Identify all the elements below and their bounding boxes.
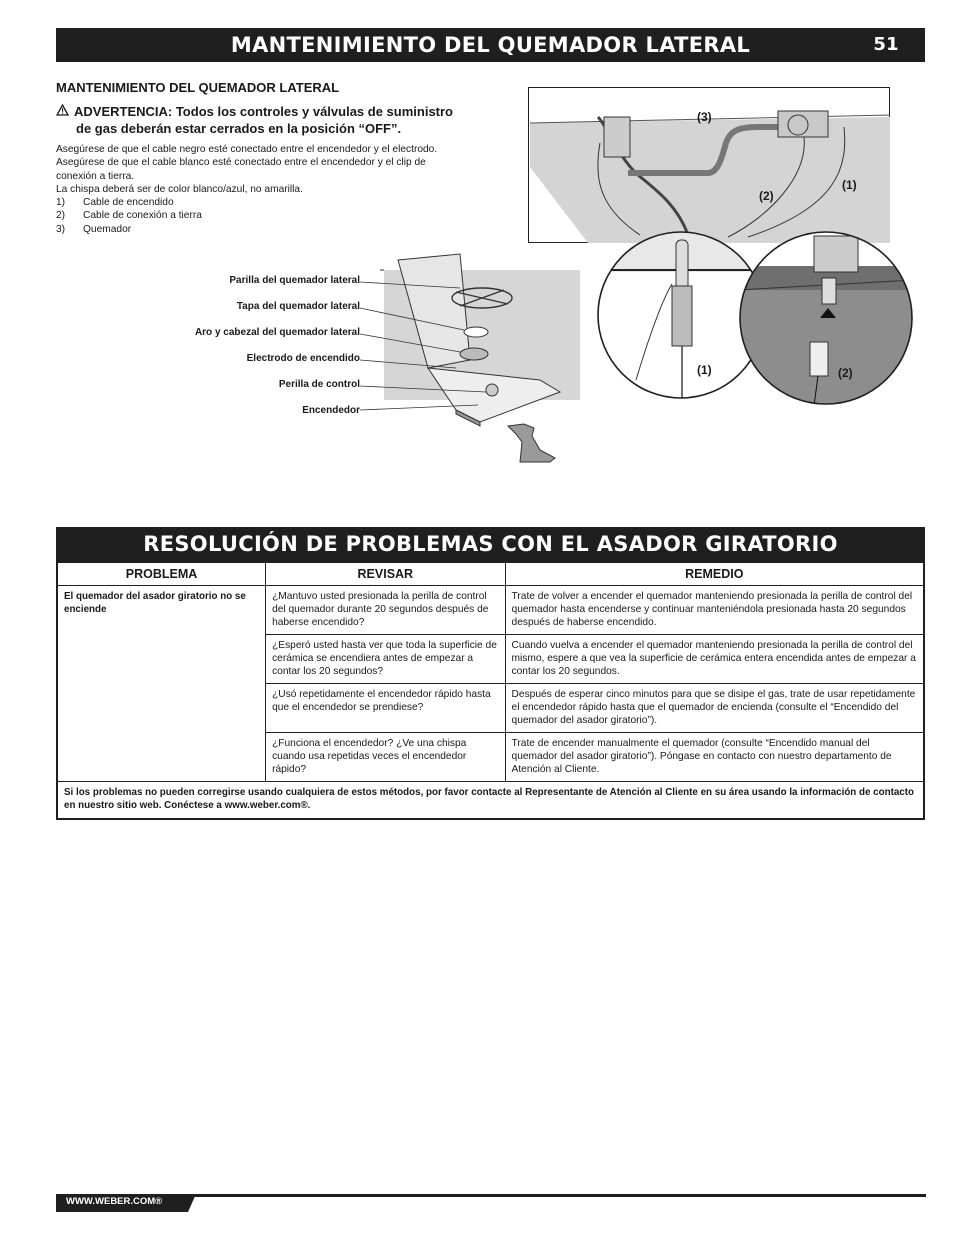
parts-labels — [150, 274, 360, 430]
part-label: Electrodo de encendido — [246, 353, 360, 364]
troubleshooting-table — [56, 561, 925, 820]
column-header-problem: PROBLEMA — [57, 562, 266, 586]
column-header-check: REVISAR — [266, 562, 505, 586]
callout-3: (3) — [697, 110, 712, 124]
problem-cell: El quemador del asador giratorio no se enciende — [57, 586, 266, 782]
section-banner-rotisserie — [56, 527, 925, 561]
warning-text-line2: de gas deberán estar cerrados en la posición “OFF”. — [76, 121, 402, 136]
part-label: Encendedor — [302, 405, 360, 416]
page-number: 51 — [873, 34, 899, 55]
part-label: Parilla del quemador lateral — [229, 275, 360, 286]
detail-circle-ground-wire — [738, 230, 914, 406]
warning-icon — [56, 103, 74, 120]
table-footer-row — [57, 782, 924, 820]
list-item: 1) Cable de encendido — [56, 197, 174, 209]
section-title: RESOLUCIÓN DE PROBLEMAS CON EL ASADOR GIRATORIO — [143, 532, 838, 556]
instruction-line: Asegúrese de que el cable negro esté conectado entre el encendedor y el electrodo. — [56, 144, 438, 155]
footer-site-link[interactable]: WWW.WEBER.COM® — [66, 1196, 163, 1207]
instruction-line: conexión a tierra. — [56, 170, 135, 182]
callout-2-detail: (2) — [838, 366, 853, 380]
part-label: Aro y cabezal del quemador lateral — [194, 327, 360, 338]
callout-2: (2) — [759, 189, 774, 203]
check-cell: ¿Usó repetidamente el encendedor rápido hasta que el encendedor se prendiese? — [266, 684, 505, 733]
instruction-line: La chispa deberá ser de color blanco/azul, no amarilla. — [56, 183, 303, 195]
subheading: MANTENIMIENTO DEL QUEMADOR LATERAL — [56, 80, 340, 95]
column-header-remedy: REMEDIO — [505, 562, 924, 586]
remedy-cell: Trate de encender manualmente el quemador (consulte “Encendido manual del quemador del asador giratorio”). Póngase en contacto con nuestro departamento de Atención al Cliente. — [505, 733, 924, 782]
warning-block — [56, 103, 496, 137]
check-cell: ¿Funciona el encendedor? ¿Ve una chispa cuando usa repetidas veces el encendedor rápido? — [266, 733, 505, 782]
section-banner-side-burner — [56, 28, 925, 62]
part-label: Perilla de control — [278, 379, 360, 390]
part-label: Tapa del quemador lateral — [236, 301, 360, 312]
instruction-line: Asegúrese de que el cable blanco esté conectado entre el encendedor y el clip de — [56, 157, 426, 169]
table-row — [57, 586, 924, 635]
callout-1: (1) — [842, 178, 857, 192]
remedy-cell: Cuando vuelva a encender el quemador manteniendo presionada la perilla de control del mismo, espere a que vea la superficie de cerámica entera encendida antes de empezar a contar los 20 segundos. — [505, 635, 924, 684]
table-header-row — [57, 562, 924, 586]
side-burner-illustration — [360, 240, 600, 470]
section-title: MANTENIMIENTO DEL QUEMADOR LATERAL — [230, 33, 751, 57]
instructions — [56, 143, 486, 236]
remedy-cell: Trate de volver a encender el quemador manteniendo presionada la perilla de control del quemador hasta encenderse y continuar manteniéndola presionada hasta 20 segundos después de haberse encendido. — [505, 586, 924, 635]
footer-site-tag — [56, 1194, 196, 1212]
check-cell: ¿Esperó usted hasta ver que toda la superficie de cerámica se encendiera antes de empezar a contar los 20 segundos? — [266, 635, 505, 684]
contact-note: Si los problemas no pueden corregirse usando cualquiera de estos métodos, por favor contacte al Representante de Atención al Cliente en su área usando la información de contacto en nuestro sitio web. Conéctese a www.weber.com®. — [57, 782, 924, 820]
remedy-cell: Después de esperar cinco minutos para que se disipe el gas, trate de usar repetidamente el encendedor rápido hasta que el quemador de encienda (consulte el “Encendido del quemador del asador giratorio”). — [505, 684, 924, 733]
check-cell: ¿Mantuvo usted presionada la perilla de control del quemador durante 20 segundos después de haberse encendido? — [266, 586, 505, 635]
warning-text-line1: ADVERTENCIA: Todos los controles y válvulas de suministro — [74, 104, 453, 119]
list-item: 2) Cable de conexión a tierra — [56, 210, 202, 222]
callout-1-detail: (1) — [697, 363, 712, 377]
list-item: 3) Quemador — [56, 223, 132, 235]
